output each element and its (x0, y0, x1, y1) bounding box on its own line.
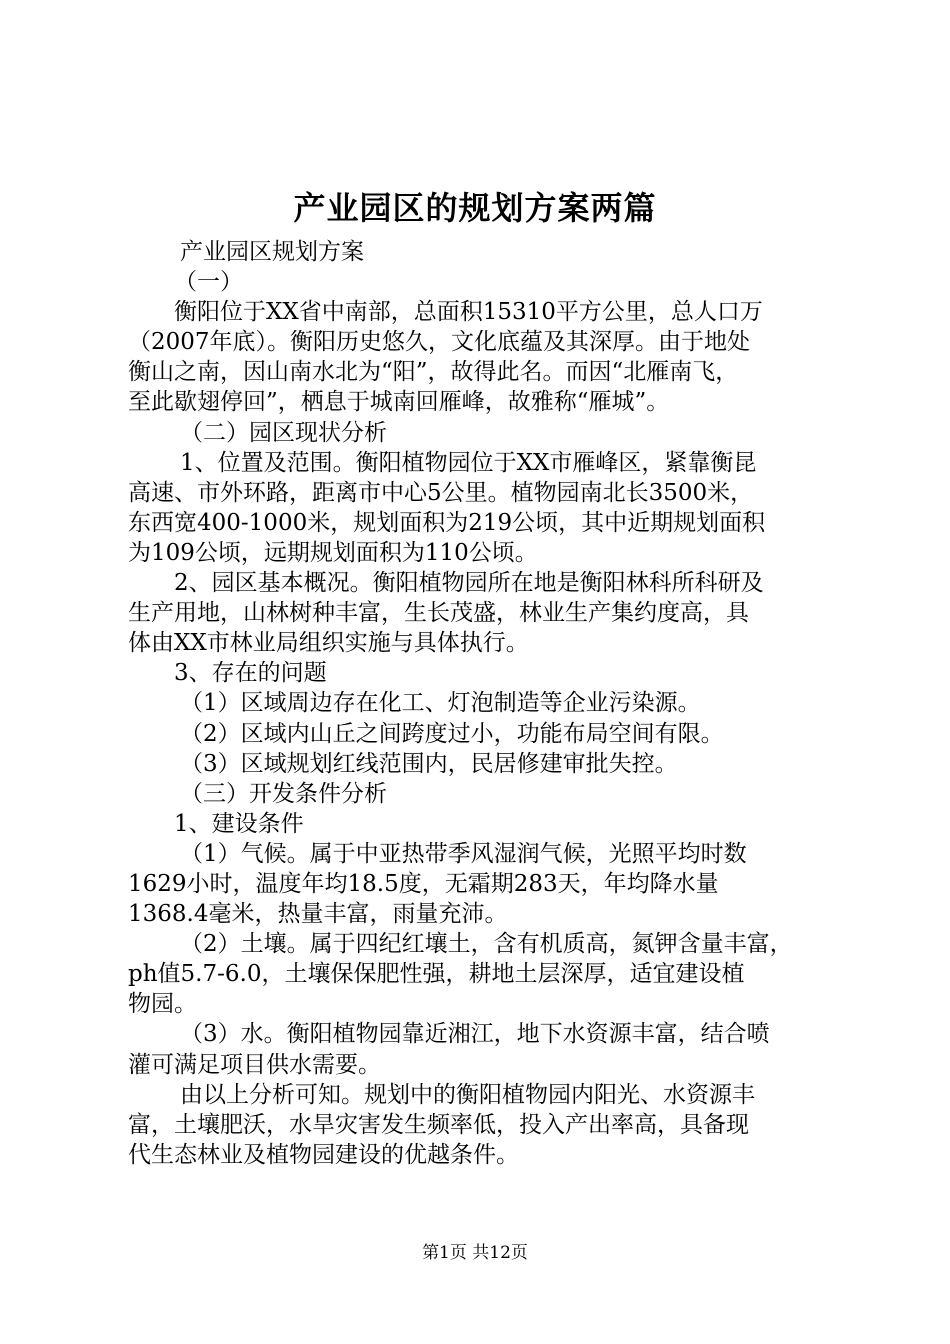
text-line: 高速、市外环路，距离市中心5公里。植物园南北长3500米， (128, 479, 754, 506)
text-line: （二）园区现状分析 (180, 419, 387, 446)
text-line: 1629小时，温度年均18.5度，无霜期283天，年均降水量 (128, 870, 719, 897)
text-line: 由以上分析可知。规划中的衡阳植物园内阳光、水资源丰 (180, 1081, 755, 1108)
text-line: 灌可满足项目供水需要。 (128, 1051, 381, 1078)
document-title: 产业园区的规划方案两篇 (293, 189, 657, 227)
text-line: 2、园区基本概况。衡阳植物园所在地是衡阳林科所科研及 (174, 570, 764, 597)
text-line: （三）开发条件分析 (180, 780, 387, 807)
text-line: 为109公顷，远期规划面积为110公顷。 (128, 539, 538, 566)
text-line: 生产用地，山林树种丰富，生长茂盛，林业生产集约度高，具 (128, 600, 749, 627)
page-footer: 第1页 共12页 (422, 1243, 528, 1263)
text-line: 1、建设条件 (174, 810, 304, 837)
text-line: 1368.4毫米，热量丰富，雨量充沛。 (128, 901, 508, 928)
text-line: 代生态林业及植物园建设的优越条件。 (128, 1141, 519, 1168)
text-line: （3）区域规划红线范围内，民居修建审批失控。 (180, 750, 678, 777)
text-line: 东西宽400-1000米，规划面积为219公顷，其中近期规划面积 (128, 509, 766, 536)
text-line: （3）水。衡阳植物园靠近湘江，地下水资源丰富，结合喷 (180, 1021, 770, 1048)
text-line: （2）土壤。属于四纪红壤土，含有机质高，氮钾含量丰富， (180, 931, 793, 958)
text-line: （一） (174, 269, 243, 296)
text-line: 产业园区规划方案 (180, 239, 364, 265)
text-line: 至此歇翅停回”，栖息于城南回雁峰，故雅称“雁城”。 (128, 389, 670, 416)
text-line: （1）区域周边存在化工、灯泡制造等企业污染源。 (180, 690, 701, 717)
document-body (128, 237, 832, 1170)
text-line: 1、位置及范围。衡阳植物园位于XX市雁峰区，紧靠衡昆 (180, 449, 757, 476)
text-line: 物园。 (128, 991, 197, 1018)
text-line: （1）气候。属于中亚热带季风湿润气候，光照平均时数 (180, 840, 747, 867)
text-line: ph值5.7-6.0，土壤保保肥性强，耕地土层深厚，适宜建设植 (128, 961, 745, 988)
text-line: （2）区域内山丘之间跨度过小，功能布局空间有限。 (180, 720, 724, 747)
text-line: 体由XX市林业局组织实施与具体执行。 (128, 630, 529, 657)
text-line: 衡山之南，因山南水北为“阳”，故得此名。而因“北雁南飞， (128, 359, 739, 386)
text-line: 富，土壤肥沃，水旱灾害发生频率低，投入产出率高，具备现 (128, 1111, 749, 1138)
text-line: （2007年底）。衡阳历史悠久，文化底蕴及其深厚。由于地处 (128, 329, 751, 356)
text-line: 3、存在的问题 (174, 660, 327, 687)
text-line: 衡阳位于XX省中南部，总面积15310平方公里，总人口万 (174, 299, 763, 326)
